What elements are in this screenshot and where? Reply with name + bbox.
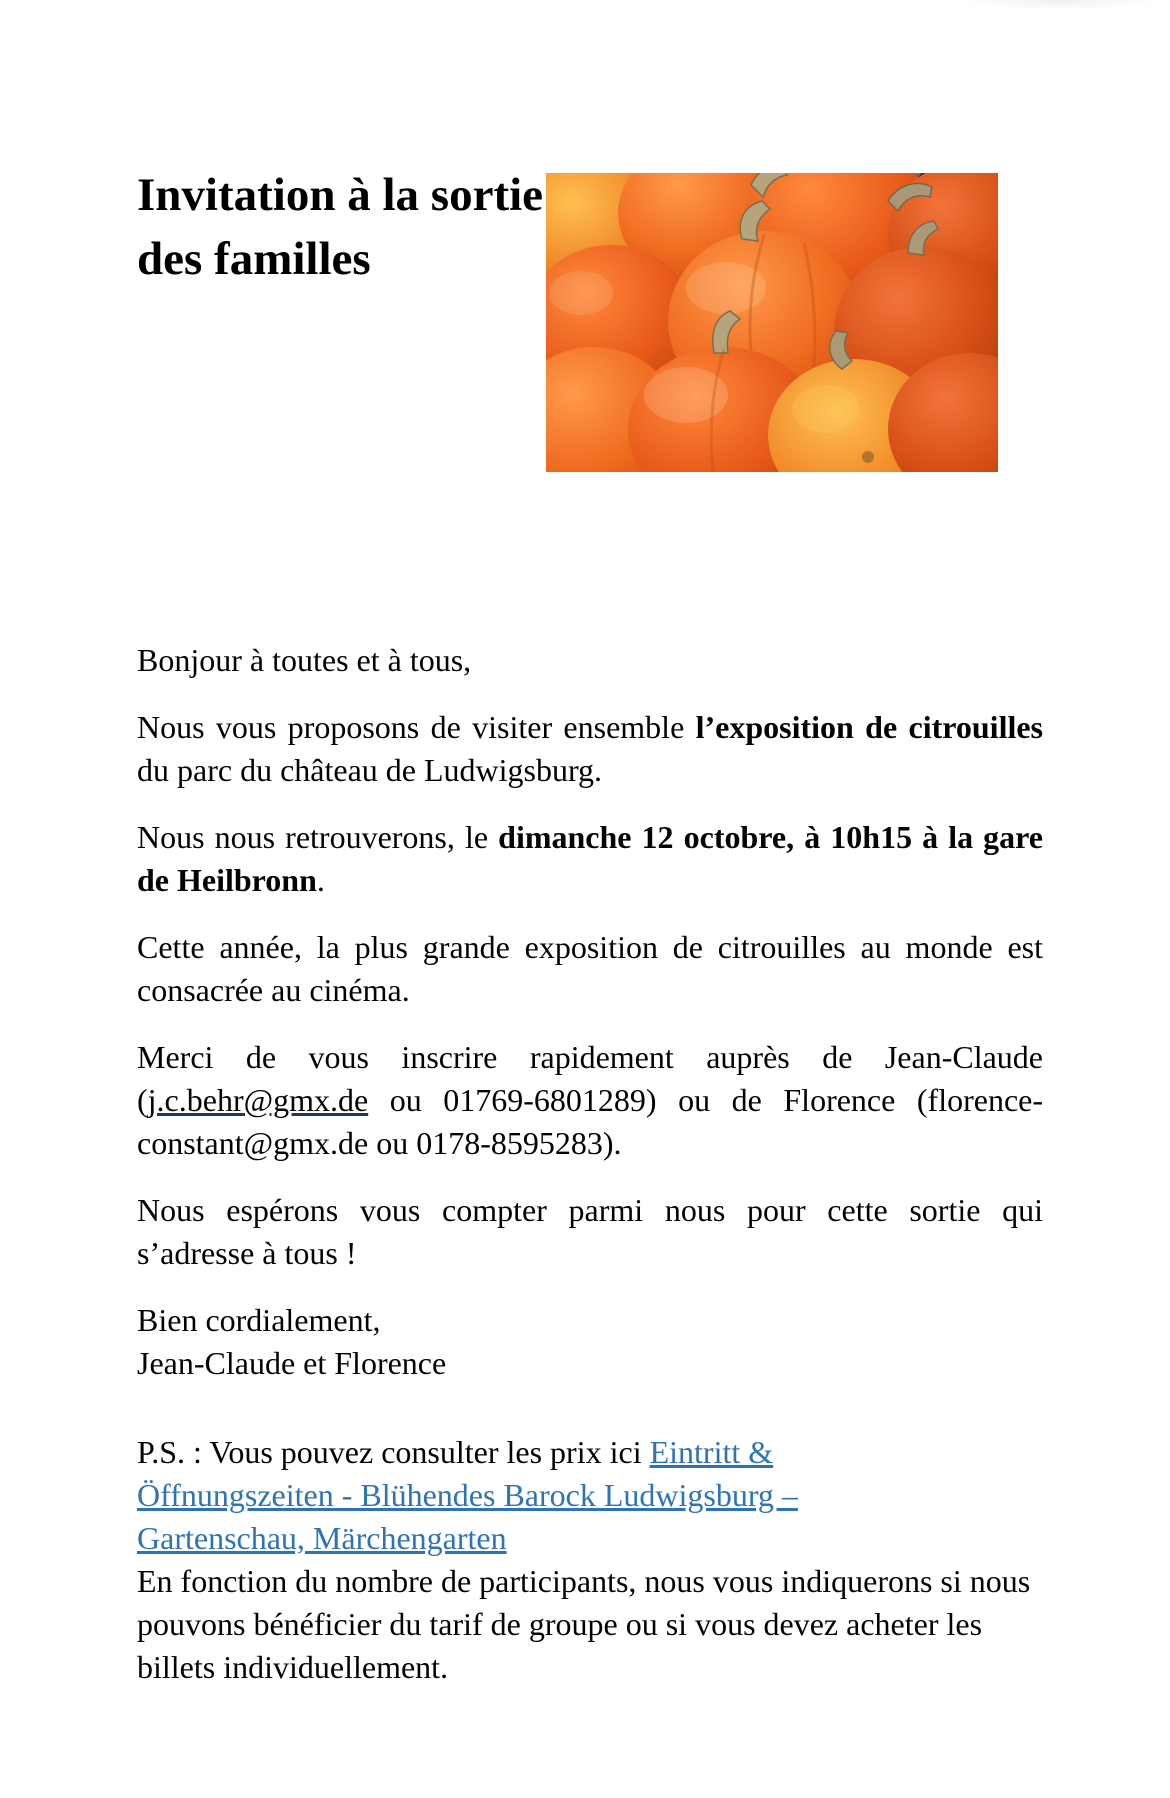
scan-edge-artifact xyxy=(960,0,1160,10)
contact-text-end: ou 01769-6801289) ou de Florence (florence-constant@gmx.de ou 0178-8595283). xyxy=(137,1082,1043,1161)
ps-intro-text: P.S. : Vous pouvez consulter les prix ici xyxy=(137,1434,650,1470)
paragraph-hope xyxy=(137,1189,1043,1275)
paragraph-greeting xyxy=(137,639,1043,682)
paragraph-exposition xyxy=(137,926,1043,1012)
page-title xyxy=(137,163,567,291)
exposition-text: Cette année, la plus grande exposition de citrouilles au monde est consacrée au cinéma. xyxy=(137,929,1043,1008)
signature-text: Jean-Claude et Florence xyxy=(137,1345,447,1381)
meeting-bold-text: dimanche 12 octobre, à 10h15 à la gare de Heilbronn xyxy=(137,819,1044,898)
greeting-text: Bonjour à toutes et à tous, xyxy=(137,642,472,678)
email-link[interactable]: j.c.behr@gmx.de xyxy=(147,1082,369,1118)
prices-link-line-1[interactable]: Eintritt & xyxy=(649,1434,774,1470)
proposal-text: Nous vous proposons de visiter ensemble xyxy=(137,709,696,745)
closing-text: Bien cordialement, xyxy=(137,1302,381,1338)
letter-body xyxy=(137,639,1043,1689)
hope-text: Nous espérons vous compter parmi nous pour cette sortie qui s’adresse à tous ! xyxy=(137,1192,1043,1271)
paragraph-ps xyxy=(137,1431,1043,1560)
paragraph-signature xyxy=(137,1299,1043,1385)
meeting-text-end: . xyxy=(316,862,325,898)
pumpkins-photo xyxy=(546,173,998,472)
paragraph-proposal xyxy=(137,706,1043,792)
page-title-line-2: des familles xyxy=(137,233,371,285)
proposal-text-end: du parc du château de Ludwigsburg. xyxy=(137,752,603,788)
paragraph-meeting xyxy=(137,816,1043,902)
contact-text: Merci de vous inscrire rapidement auprès de Jean-Claude ( xyxy=(137,1039,1043,1118)
paragraph-contact xyxy=(137,1036,1043,1165)
prices-link-line-3[interactable]: Gartenschau, Märchengarten xyxy=(137,1520,507,1556)
prices-link-line-2[interactable]: Öffnungszeiten - Blühendes Barock Ludwigsburg – xyxy=(137,1477,798,1513)
paragraph-ps-note xyxy=(137,1560,1043,1689)
proposal-bold-text: l’exposition de citrouilles xyxy=(695,709,1044,745)
meeting-text: Nous nous retrouverons, le xyxy=(137,819,499,855)
ps-note-text: En fonction du nombre de participants, nous vous indiquerons si nous pouvons bénéficier du tarif de groupe ou si vous devez acheter les billets individuellement. xyxy=(137,1563,1031,1685)
page-title-line-1: Invitation à la sortie xyxy=(137,169,544,221)
